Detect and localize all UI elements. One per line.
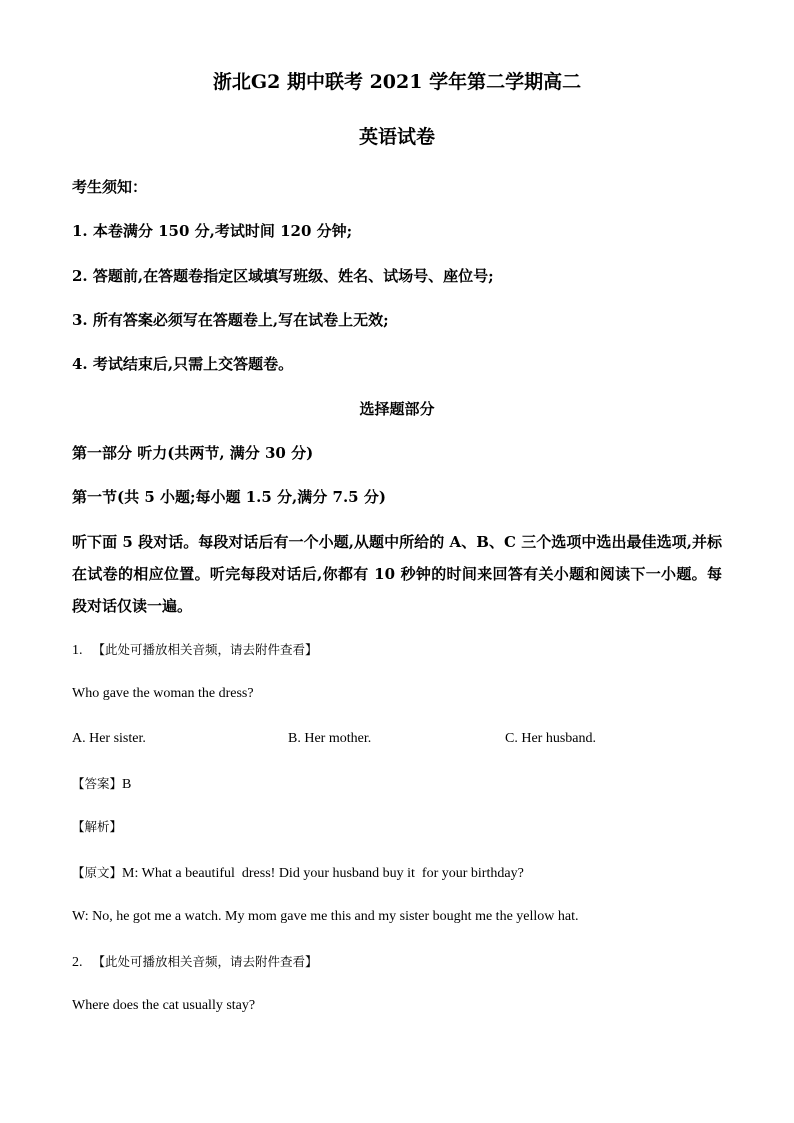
notice-item-2: 2. 答题前,在答题卷指定区域填写班级、姓名、试场号、座位号; <box>72 267 494 285</box>
part1-heading: 第一部分 听力(共两节, 满分 30 分) <box>72 444 314 462</box>
notice-heading: 考生须知： <box>72 178 148 196</box>
question-1-option-c[interactable]: C. Her husband. <box>505 731 596 746</box>
question-1-analysis-label: 【解析】 <box>72 819 123 834</box>
audio-note[interactable]: 【此处可播放相关音频，请去附件查看】 <box>92 642 318 657</box>
question-1-option-a[interactable]: A. Her sister. <box>72 731 146 746</box>
notice-item-3: 3. 所有答案必须写在答题卷上,写在试卷上无效; <box>72 311 389 329</box>
question-1-text: Who gave the woman the dress? <box>72 686 254 701</box>
answer-value: B <box>122 777 132 792</box>
section-heading: 选择题部分 <box>359 400 435 418</box>
notice-item-1: 1. 本卷满分 150 分,考试时间 120 分钟; <box>72 222 353 240</box>
question-1-transcript-line-1 <box>72 865 524 881</box>
answer-label: 【答案】 <box>72 776 123 791</box>
question-1-answer <box>72 776 131 792</box>
transcript-text-1: M: What a beautiful dress! Did your husband buy it for your birthday? <box>122 866 524 881</box>
question-2-number: 2. <box>72 955 83 970</box>
exam-title: 浙北G2 期中联考 2021 学年第二学期高二 <box>212 71 582 93</box>
transcript-label: 【原文】 <box>72 865 123 880</box>
audio-note[interactable]: 【此处可播放相关音频，请去附件查看】 <box>92 954 318 969</box>
question-1-transcript-line-2: W: No, he got me a watch. My mom gave me this and my sister bought me the yellow hat. <box>72 909 579 924</box>
exam-subtitle: 英语试卷 <box>358 126 435 148</box>
question-1-option-b[interactable]: B. Her mother. <box>288 731 372 746</box>
question-1-audio <box>72 642 318 658</box>
listening-instructions: 听下面 5 段对话。每段对话后有一个小题,从题中所给的 A、B、C 三个选项中选出最佳选项,并标在试卷的相应位置。听完每段对话后,你都有 10 秒钟的时间来回答有关小题和阅读下一小题。每段对话仅读一遍。 <box>72 533 722 615</box>
notice-item-4: 4. 考试结束后,只需上交答题卷。 <box>72 355 294 373</box>
question-2-audio <box>72 954 318 970</box>
section1-heading: 第一节(共 5 小题;每小题 1.5 分,满分 7.5 分) <box>72 488 386 506</box>
question-2-text: Where does the cat usually stay? <box>72 998 256 1013</box>
question-1-number: 1. <box>72 643 83 658</box>
